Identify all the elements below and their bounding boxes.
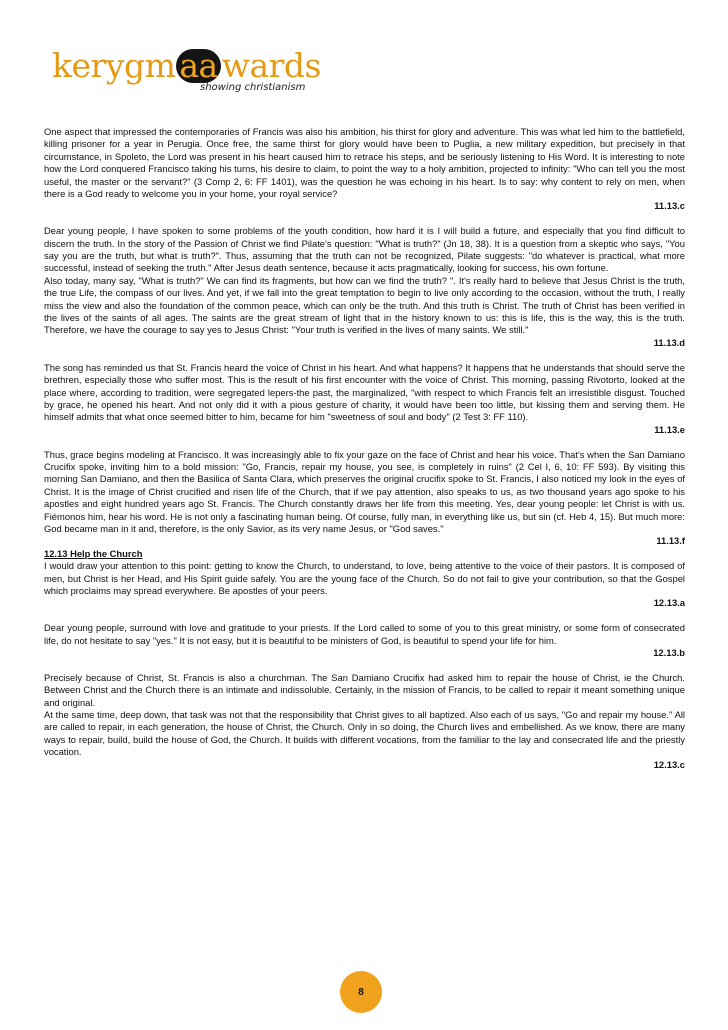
reference-label: 11.13.c xyxy=(654,200,685,212)
logo-part2: aa xyxy=(176,49,220,83)
paragraph-gap xyxy=(44,349,685,361)
paragraph: Thus, grace begins modeling at Francisco. It was increasingly able to fix your gaze on the face of Christ and hear his voice. That's when the San Damiano Crucifix spoke, inviting him to a bold mission: "Go, Francis, repair my house, you see, is completely in ruins" (2 Cel I, 6, 10: FF 593). By visiting this morning San Damiano, and then the Basilica of Santa Clara, which preserves the original crucifix spoke to St. Francis, I also noticed my look in the eyes of Christ. It is the image of Christ crucified and risen life of the Church, that if we pay attention, also speaks to us, as two thousand years ago spoke to his apostles and eight hundred years ago St. Francis. The Church constantly draws her life from this meeting. Yes, dear young people: let Christ is with us. Fiémonos him, hear his word. He is not only a fascinating human being. Of course, fully man, in everything like us, but sin (cf. Heb 4, 15). But much more: God became man in it and, therefore, is the only Savior, as its very name Jesus, or "God saves." xyxy=(44,448,685,534)
paragraph: Also today, many say, "What is truth?" We can find its fragments, but how can we find the truth? ". It's really hard to believe that Jesus Christ is the truth, the true Life, the compass of our lives. And yet, if we fall into the great temptation to begin to live only according to the occasion, without the truth, I really miss the view and also the foundation of the common peace, which can only be the truth. And this truth is Christ. The truth of Christ has been verified in the lives of the saints of all ages. The saints are the great stream of light that in the history known to us: this is life, this is the way, this is the truth. Therefore, we have the courage to say yes to Jesus Christ: "Your truth is verified in the lives of many saints. We still." xyxy=(44,274,685,336)
page-number: 8 xyxy=(358,986,364,998)
logo-tagline: showing christianism xyxy=(200,82,306,93)
paragraph-gap xyxy=(44,436,685,448)
logo-part3: wards xyxy=(221,46,321,85)
reference-label: 12.13.c xyxy=(653,758,685,770)
paragraph-gap xyxy=(44,659,685,671)
reference-label: 11.13.d xyxy=(653,336,685,348)
paragraph-gap xyxy=(44,213,685,225)
document-body xyxy=(44,126,685,771)
reference-label: 12.13.b xyxy=(653,647,685,658)
logo-wordmark xyxy=(52,46,321,85)
kerygmaawards-logo xyxy=(52,44,321,104)
paragraph: I would draw your attention to this point: getting to know the Church, to understand, to love, being attentive to the voice of their pastors. It is composed of men, but Christ is her Head, and His Spirit guide safely. You are the young face of the Church. So do not fail to give your contribution, so that the Gospel which proclaims may spread everywhere. Be apostles of your peers. xyxy=(44,560,685,596)
paragraph: Dear young people, surround with love and gratitude to your priests. If the Lord called to some of you to this great ministry, or some form of consecrated life, do not hesitate to say "yes." It is not easy, but it is beautiful to be ministers of God, is beautiful to spend your life for him. xyxy=(44,622,685,646)
paragraph: Precisely because of Christ, St. Francis is also a churchman. The San Damiano Crucifix had asked him to repair the house of Christ, ie the Church. Between Christ and the Church there is an intimate and indissoluble. Certainly, in the mission of Francis, to be called to repair it meant something unique and original. xyxy=(44,671,685,708)
page-number-badge xyxy=(340,971,382,1013)
section-heading: 12.13 Help the Church xyxy=(44,547,143,559)
reference-label: 11.13.f xyxy=(656,535,685,547)
reference-label: 12.13.a xyxy=(653,597,685,609)
paragraph: At the same time, deep down, that task was not that the responsibility that Christ gives to all baptized. Also each of us says, "Go and repair my house." All are called to repair, in each generation, the house of Christ, the Church. Only in so doing, the Church lives and embellished. As we know, there are many ways to repair, build, build the house of God, the Church. It builds with different vocations, from the familiar to the lay and consecrated life and the priestly vocation. xyxy=(44,709,685,758)
paragraph: One aspect that impressed the contemporaries of Francis was also his ambition, his thirst for glory and adventure. This was what led him to the battlefield, killing prisoner for a year in Perugia. Once free, the same thirst for glory would have been to Puglia, a new military expedition, but precisely in that circumstance, in Spoleto, the Lord was present in his heart caused him to retrace his steps, and be seriously listening to His Word. It is interesting to note how the Lord conquered Francisco taking his turns, his desire to claim, to point the way to a holy ambition, projected to infinity: "Who can tell you the most useful, the master or the servant?" (3 Comp 2, 6: FF 1401), was the question he was echoing in his heart. Is to say: why content to rely on men, when there is a God ready to welcome you in your home, your royal service? xyxy=(44,126,685,200)
logo-part1: kerygm xyxy=(52,46,176,85)
paragraph: Dear young people, I have spoken to some problems of the youth condition, how hard it is I will build a future, and especially that you find difficult to discern the truth. In the story of the Passion of Christ we find Pilate's question: "What is truth?" (Jn 18, 38). It is a question from a skeptic who says, "You say you are the truth, but what is truth?". Thus, assuming that the truth can not be recognized, Pilate suggests: "do whatever is practical, what more successful, instead of seeking the truth." After Jesus death sentence, because it acts pragmatically, looking for success, his own fortune. xyxy=(44,225,685,274)
paragraph: The song has reminded us that St. Francis heard the voice of Christ in his heart. And what happens? It happens that he understands that should serve the brethren, especially those who suffer most. This is the result of his first encounter with the voice of Christ. This morning, passing Rivotorto, looked at the place where, according to tradition, were segregated lepers-the past, the marginalized, "with respect to which Francis felt an irresistible disgust. Touched by grace, he opened his heart. And not only did it with a pious gesture of charity, it would have been too little, but kissing them and serving them. He himself admits that what once seemed bitter to him, became for him "sweetness of soul and body" (2 Test 3: FF 110). xyxy=(44,361,685,423)
paragraph-gap xyxy=(44,610,685,622)
reference-label: 11.13.e xyxy=(654,423,685,435)
